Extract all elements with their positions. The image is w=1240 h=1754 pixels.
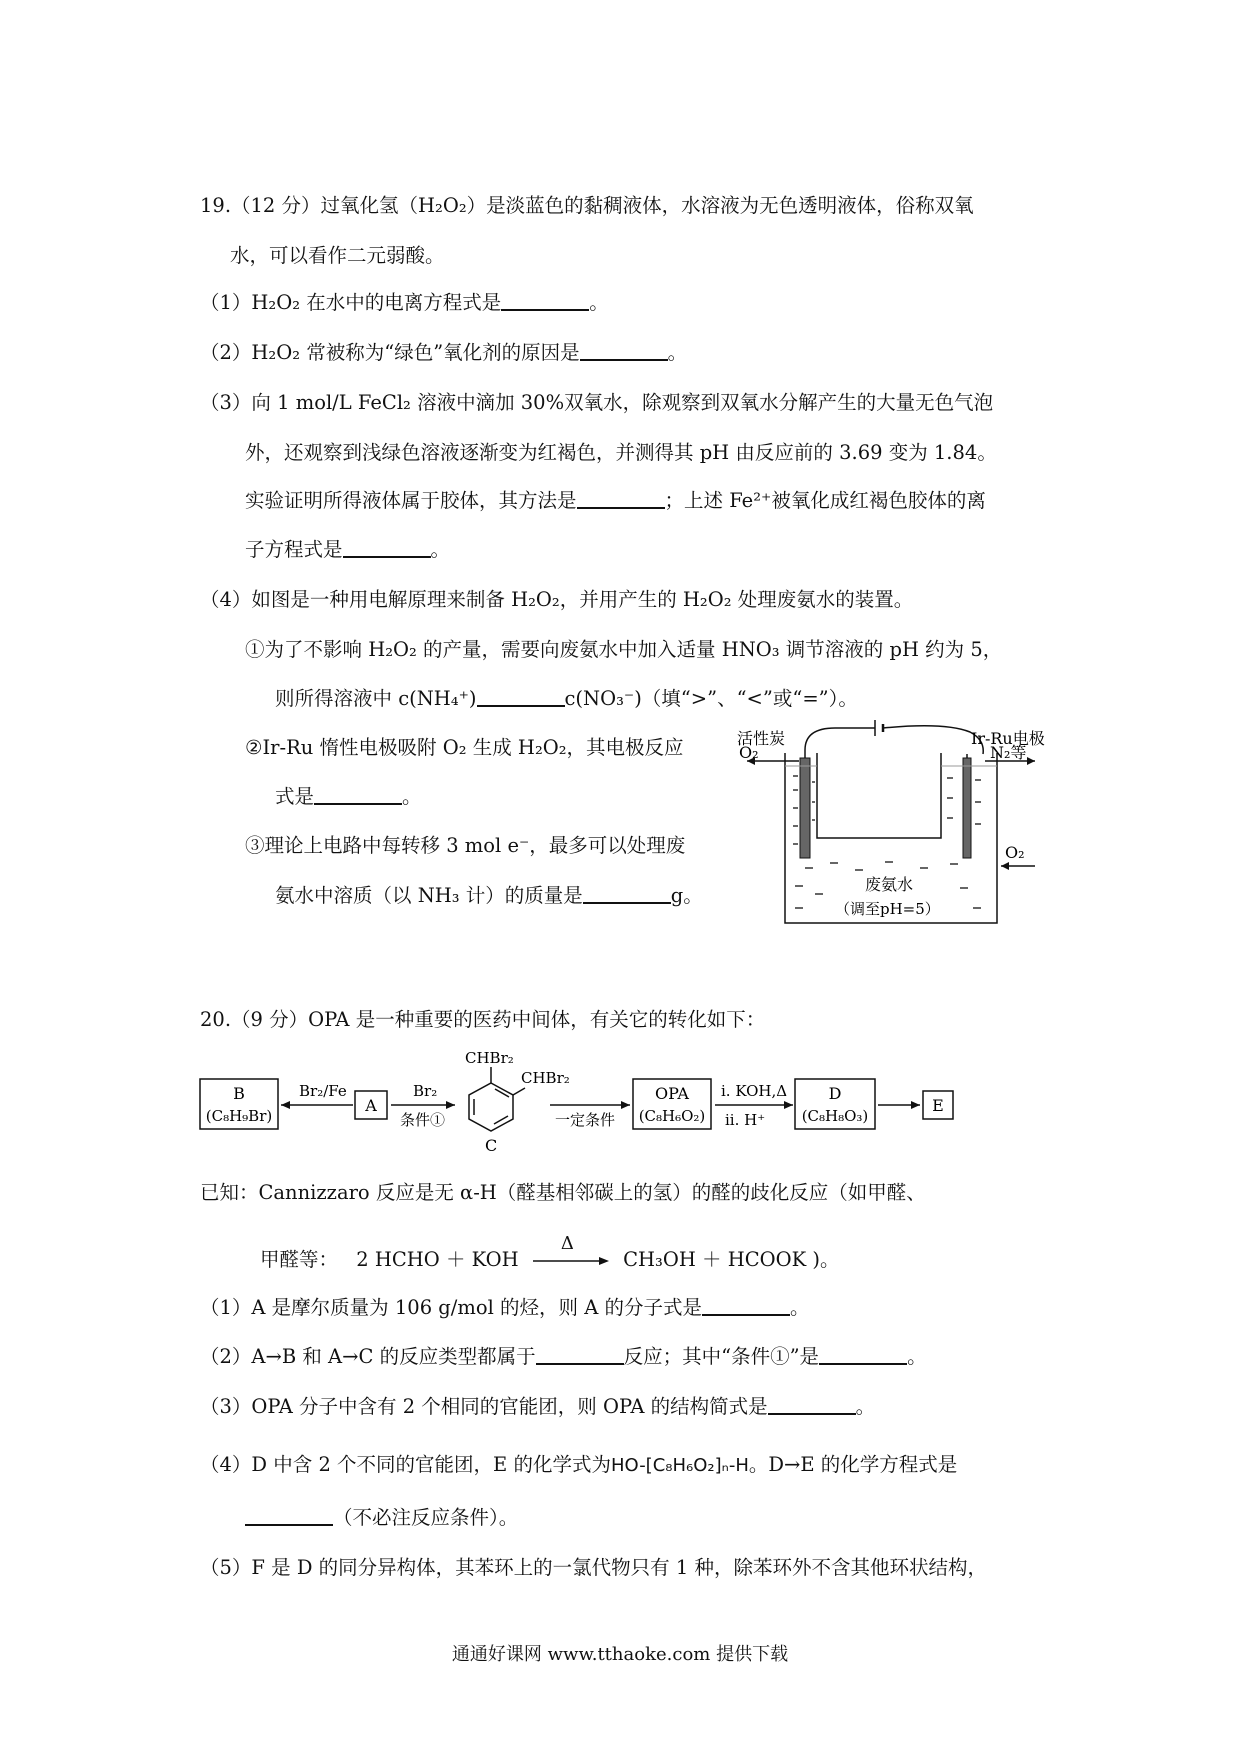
q19-intro-line-1: 19.（12 分）过氧化氢（H₂O₂）是淡蓝色的黏稠液体，水溶液为无色透明液体，俗称双氧 — [200, 194, 974, 217]
q19-part-2 — [200, 340, 687, 366]
q19-part-4-2-text: 式是 — [275, 785, 315, 808]
q19-part-4-2-line-2 — [275, 784, 422, 810]
period: 。 — [667, 341, 688, 364]
q19-part-2-text: （2）H₂O₂ 常被称为“绿色”氧化剂的原因是 — [200, 341, 580, 364]
q19-part-4-1-text-b: c(NO₃⁻)（填“>”、“<”或“=”）。 — [564, 687, 858, 710]
compound-b-formula: (C₈H₉Br) — [205, 1107, 273, 1125]
q20-intro: 20.（9 分）OPA 是一种重要的医药中间体，有关它的转化如下： — [200, 1008, 766, 1031]
q20-part-1-text: （1）A 是摩尔质量为 106 g/mol 的烃，则 A 的分子式是 — [200, 1296, 703, 1319]
period: 。 — [855, 1395, 876, 1418]
q19-part-3-line-4 — [245, 537, 450, 563]
q20-part-5: （5）F 是 D 的同分异构体，其苯环上的一氯代物只有 1 种，除苯环外不含其他环状结构， — [200, 1556, 987, 1579]
period: 。 — [907, 1345, 927, 1368]
answer-blank — [583, 884, 671, 904]
period: 。 — [402, 785, 422, 808]
q19-part-3-line-1: （3）向 1 mol/L FeCl₂ 溶液中滴加 30%双氧水，除观察到双氧水分解产生的大量无色气泡 — [200, 391, 994, 414]
q19-part-4-1-line-2 — [275, 686, 858, 712]
q20-part-4 — [200, 1452, 957, 1479]
answer-blank — [536, 1345, 624, 1365]
q19-part-4-3-line-2 — [275, 883, 703, 909]
delta-symbol: Δ — [560, 1232, 574, 1254]
q20-part-4-text-b: 。D→E 的化学方程式是 — [748, 1453, 958, 1476]
answer-blank — [702, 1296, 790, 1316]
reagent-br2: Br₂ — [413, 1082, 438, 1100]
reaction-arrow — [531, 1232, 611, 1271]
benzene-ring-c — [469, 1067, 525, 1131]
q20-part-4-text-c: （不必注反应条件）。 — [333, 1506, 519, 1529]
compound-e-label: E — [932, 1096, 944, 1115]
answer-blank — [501, 291, 589, 311]
q20-part-1 — [200, 1295, 810, 1321]
period: 。 — [790, 1296, 810, 1319]
polymer-formula: HO-[C₈H₆O₂]ₙ-H — [610, 1455, 749, 1476]
compound-opa-label: OPA — [655, 1084, 689, 1103]
label-activated-carbon: 活性炭 — [737, 729, 786, 748]
q19-part-4: （4）如图是一种用电解原理来制备 H₂O₂，并用产生的 H₂O₂ 处理废氨水的装置。 — [200, 588, 914, 611]
label-ph-note: （调至pH=5） — [835, 900, 940, 918]
period: 。 — [430, 538, 451, 561]
label-o2-right: O₂ — [1005, 843, 1025, 862]
q20-part-3-text: （3）OPA 分子中含有 2 个相同的官能团，则 OPA 的结构简式是 — [200, 1395, 768, 1418]
q19-part-1-text: （1）H₂O₂ 在水中的电离方程式是 — [200, 291, 502, 314]
q19-part-3-line-2: 外，还观察到浅绿色溶液逐渐变为红褐色，并测得其 pH 由反应前的 3.69 变为 1.84。 — [245, 441, 997, 464]
substituent-chbr2-top: CHBr₂ — [465, 1049, 514, 1067]
compound-d-formula: (C₈H₈O₃) — [801, 1107, 869, 1125]
q19-part-4-1-line-1: ①为了不影响 H₂O₂ 的产量，需要向废氨水中加入适量 HNO₃ 调节溶液的 pH 约为 5， — [245, 638, 1003, 661]
q19-part-4-3-text: 氨水中溶质（以 NH₃ 计）的质量是 — [275, 884, 583, 907]
q19-part-3-text-a: 实验证明所得液体属于胶体，其方法是 — [245, 489, 577, 512]
period: 。 — [589, 291, 609, 314]
q20-part-3 — [200, 1394, 875, 1420]
answer-blank — [819, 1345, 907, 1365]
q19-part-4-3-line-1: ③理论上电路中每转移 3 mol e⁻，最多可以处理废 — [245, 834, 686, 857]
carbon-electrode — [800, 758, 810, 858]
compound-b-label: B — [233, 1084, 245, 1103]
q19-part-4-2-line-1: ②Ir-Ru 惰性电极吸附 O₂ 生成 H₂O₂，其电极反应 — [245, 736, 684, 759]
compound-d-label: D — [828, 1084, 842, 1103]
label-ir-ru: Ir-Ru电极 — [971, 729, 1045, 748]
answer-blank — [768, 1395, 856, 1415]
compound-a-label: A — [365, 1096, 377, 1115]
q19-part-4-3-unit: g。 — [670, 884, 703, 907]
condition-certain: 一定条件 — [555, 1111, 616, 1129]
reagent-koh: i. KOH,Δ — [721, 1082, 788, 1100]
q20-part-2-text-b: 反应；其中“条件①”是 — [623, 1345, 820, 1368]
q20-known-line-2 — [260, 1232, 840, 1273]
answer-blank — [477, 687, 565, 707]
cannizzaro-reactants: 2 HCHO ＋ KOH — [356, 1248, 519, 1271]
compound-c-label: C — [485, 1136, 498, 1155]
q20-part-2 — [200, 1344, 927, 1370]
q19-part-3-text-c: 子方程式是 — [245, 538, 343, 561]
q20-part-4-line-2 — [245, 1505, 518, 1531]
label-n2: N₂等 — [990, 743, 1027, 762]
q20-known-end: )。 — [812, 1248, 840, 1271]
q20-known-line-1: 已知：Cannizzaro 反应是无 α-H（醛基相邻碳上的氢）的醛的歧化反应（如甲醛、 — [200, 1181, 926, 1204]
q19-part-3-line-3 — [245, 488, 986, 514]
reagent-br2-fe: Br₂/Fe — [299, 1082, 347, 1100]
answer-blank — [577, 489, 665, 509]
label-waste-ammonia: 废氨水 — [865, 875, 914, 894]
q19-intro-line-2: 水，可以看作二元弱酸。 — [230, 244, 445, 267]
q19-part-4-1-text-a: 则所得溶液中 c(NH₄⁺) — [275, 687, 477, 710]
cannizzaro-products: CH₃OH ＋ HCOOK — [623, 1248, 807, 1271]
reagent-h-plus: ii. H⁺ — [725, 1111, 766, 1129]
q19-part-1 — [200, 290, 609, 316]
label-o2-left: O₂ — [739, 743, 759, 762]
electrolysis-diagram — [735, 718, 1055, 938]
answer-blank — [343, 538, 431, 558]
compound-opa-formula: (C₈H₆O₂) — [638, 1107, 706, 1125]
q19-part-3-text-b: ；上述 Fe²⁺被氧化成红褐色胶体的离 — [664, 489, 986, 512]
answer-blank — [314, 785, 402, 805]
q20-known-prefix: 甲醛等： — [260, 1248, 339, 1271]
opa-reaction-scheme — [195, 1043, 1065, 1158]
condition-1: 条件① — [400, 1111, 446, 1129]
answer-blank — [245, 1506, 333, 1526]
substituent-chbr2-side: CHBr₂ — [521, 1069, 570, 1087]
q20-part-2-text-a: （2）A→B 和 A→C 的反应类型都属于 — [200, 1345, 536, 1368]
page-footer: 通通好课网 www.tthaoke.com 提供下载 — [451, 1644, 789, 1665]
q20-part-4-text-a: （4）D 中含 2 个不同的官能团，E 的化学式为 — [200, 1453, 611, 1476]
answer-blank — [580, 341, 668, 361]
ir-ru-electrode — [963, 758, 971, 858]
